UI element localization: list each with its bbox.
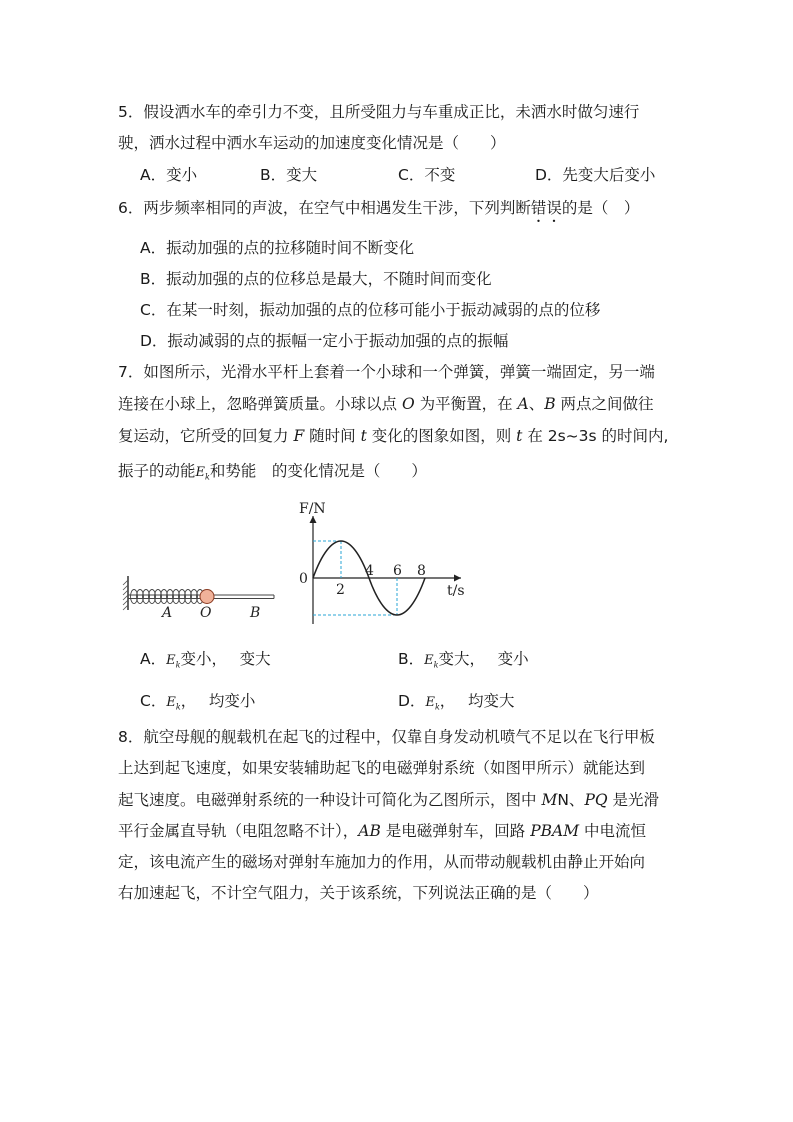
ek-symbol: $E_k$ bbox=[166, 653, 181, 670]
y-axis-label: F/N bbox=[299, 501, 326, 517]
q5-option-d: D．先变大后变小 bbox=[535, 166, 656, 184]
q5-line-1: 5．假设洒水车的牵引力不变，且所受阻力与车重成正比，未洒水时做匀速行 bbox=[118, 103, 640, 121]
point-a: A bbox=[517, 395, 529, 413]
q7-option-b: B．$E_k$变大， 变小 bbox=[398, 650, 529, 670]
q8-line-4: 平行金属直导轨（电阻忽略不计），AB 是电磁弹射车，回路 PBAM 中电流恒 bbox=[118, 822, 647, 840]
q7-option-c: C．$E_k$， 均变小 bbox=[140, 692, 256, 712]
q7-option-a: A．$E_k$变小， 变大 bbox=[140, 650, 271, 670]
origin-label: 0 bbox=[299, 571, 308, 587]
q5-option-a: A．变小 bbox=[140, 166, 198, 184]
q6-option-b: B．振动加强的点的位移总是最大，不随时间而变化 bbox=[140, 270, 492, 288]
q5-line-2: 驶，洒水过程中洒水车运动的加速度变化情况是（ ） bbox=[118, 134, 506, 152]
point-o: O bbox=[401, 395, 415, 413]
spring-ball-diagram bbox=[122, 572, 282, 622]
q6-stem-prefix: 6．两步频率相同的声波，在空气中相遇发生干涉，下列判断 bbox=[118, 199, 531, 217]
q5-option-b: B．变大 bbox=[260, 166, 318, 184]
tick-4: 4 bbox=[365, 563, 374, 579]
label-o: O bbox=[200, 605, 212, 621]
symbol-m: M bbox=[541, 791, 558, 809]
ek-symbol: $E_k$ bbox=[166, 695, 181, 712]
point-b: B bbox=[544, 395, 556, 413]
q7-option-d: D．$E_k$， 均变大 bbox=[398, 692, 515, 712]
tick-8: 8 bbox=[417, 563, 426, 579]
q8-line-2: 上达到起飞速度，如果安装辅助起飞的电磁弹射系统（如图甲所示）就能达到 bbox=[118, 759, 646, 777]
symbol-ab: AB bbox=[358, 822, 381, 840]
q6-option-a: A．振动加强的点的拉移随时间不断变化 bbox=[140, 239, 415, 257]
q6-stem bbox=[118, 198, 639, 226]
q7-line-1: 7．如图所示，光滑水平杆上套着一个小球和一个弹簧，弹簧一端固定，另一端 bbox=[118, 363, 655, 381]
q8-line-3: 起飞速度。电磁弹射系统的一种设计可简化为乙图所示，图中 MN、PQ 是光滑 bbox=[118, 791, 660, 809]
force-time-graph bbox=[295, 498, 475, 628]
symbol-n: N bbox=[557, 791, 569, 809]
q6-option-d: D．振动减弱的点的振幅一定小于振动加强的点的振幅 bbox=[140, 332, 509, 350]
label-a: A bbox=[162, 605, 173, 621]
q6-option-c: C．在某一时刻，振动加强的点的位移可能小于振动减弱的点的位移 bbox=[140, 301, 601, 319]
q7-line-2: 连接在小球上，忽略弹簧质量。小球以点 O 为平衡置，在 A、B 两点之间做往 bbox=[118, 395, 654, 413]
tick-6: 6 bbox=[393, 563, 402, 579]
ball bbox=[200, 590, 214, 604]
q8-line-6: 右加速起飞，不计空气阻力，关于该系统，下列说法正确的是（ ） bbox=[118, 884, 599, 902]
symbol-f: F bbox=[293, 427, 305, 445]
symbol-t: t bbox=[360, 427, 367, 445]
q8-line-1: 8．航空母舰的舰载机在起飞的过程中，仅靠自身发动机喷气不足以在飞行甲板 bbox=[118, 728, 655, 746]
symbol-pq: PQ bbox=[584, 791, 608, 809]
symbol-pbam: PBAM bbox=[530, 822, 580, 840]
q5-option-c: C．不变 bbox=[398, 166, 456, 184]
q6-emphasis: 错误 bbox=[530, 199, 562, 217]
tick-2: 2 bbox=[336, 582, 345, 598]
q7-line-4: 振子的动能$E_k$和势能 的变化情况是（ ） bbox=[118, 462, 427, 482]
ek-symbol: $E_k$ bbox=[424, 653, 439, 670]
ek-symbol: $E_k$ bbox=[425, 695, 440, 712]
q6-stem-suffix: 的是（ ） bbox=[561, 199, 640, 217]
q8-line-5: 定，该电流产生的磁场对弹射车施加力的作用，从而带动舰载机由静止开始向 bbox=[118, 853, 646, 871]
symbol-ek: $E_k$ bbox=[195, 465, 210, 482]
label-b: B bbox=[250, 605, 261, 621]
q7-line-3: 复运动，它所受的回复力 F 随时间 t 变化的图象如图，则 t 在 2s~3s 的时间内, bbox=[118, 427, 669, 445]
x-axis-label: t/s bbox=[447, 583, 465, 599]
symbol-t-2: t bbox=[516, 427, 523, 445]
